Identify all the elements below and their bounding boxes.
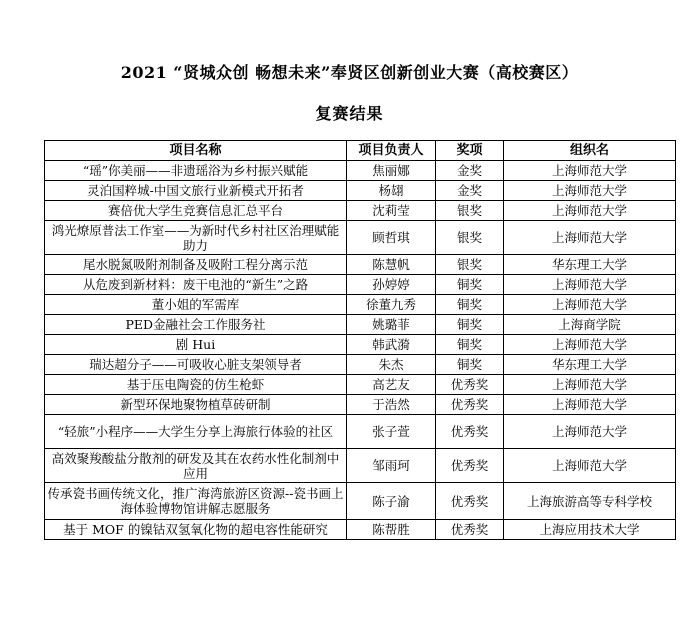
cell-project-leader: 韩武漪 (347, 335, 436, 355)
cell-project-leader: 焦丽娜 (347, 161, 436, 181)
cell-project-name: 高效聚羧酸盐分散剂的研发及其在农药水性化制剂中应用 (45, 449, 347, 483)
cell-award: 银奖 (436, 255, 504, 275)
cell-project-name: PED金融社会工作服务社 (45, 315, 347, 335)
cell-project-name: 赛倍优大学生竞赛信息汇总平台 (45, 201, 347, 221)
cell-project-name: “瑶”你美丽——非遗瑶浴为乡村振兴赋能 (45, 161, 347, 181)
cell-award: 铜奖 (436, 275, 504, 295)
cell-project-name: 鸿光燎原普法工作室——为新时代乡村社区治理赋能助力 (45, 221, 347, 255)
cell-award: 铜奖 (436, 335, 504, 355)
cell-project-name: 从危废到新材料：废干电池的“新生”之路 (45, 275, 347, 295)
cell-organization: 上海师范大学 (504, 181, 676, 201)
table-row (45, 335, 676, 355)
cell-organization: 上海师范大学 (504, 201, 676, 221)
cell-organization: 上海师范大学 (504, 161, 676, 181)
table-row (45, 375, 676, 395)
cell-project-leader: 于浩然 (347, 395, 436, 415)
cell-project-leader: 陈慧帆 (347, 255, 436, 275)
cell-project-name: 基于 MOF 的镍钴双氢氧化物的超电容性能研究 (45, 520, 347, 540)
cell-project-name: 剧 Hui (45, 335, 347, 355)
cell-award: 银奖 (436, 201, 504, 221)
cell-project-name: 新型环保地聚物植草砖研制 (45, 395, 347, 415)
cell-award: 优秀奖 (436, 483, 504, 520)
table-row (45, 295, 676, 315)
cell-organization: 上海师范大学 (504, 275, 676, 295)
table-row (45, 161, 676, 181)
cell-organization: 上海应用技术大学 (504, 520, 676, 540)
header-project-leader: 项目负责人 (347, 141, 436, 161)
cell-project-leader: 陈帮胜 (347, 520, 436, 540)
cell-project-leader: 邹雨珂 (347, 449, 436, 483)
header-organization: 组织名 (504, 141, 676, 161)
cell-award: 银奖 (436, 221, 504, 255)
results-table (44, 140, 676, 540)
table-row (45, 315, 676, 335)
cell-project-leader: 高艺友 (347, 375, 436, 395)
cell-project-name: 基于压电陶瓷的仿生枪虾 (45, 375, 347, 395)
table-row (45, 483, 676, 520)
cell-organization: 上海师范大学 (504, 449, 676, 483)
cell-project-leader: 顾哲琪 (347, 221, 436, 255)
cell-organization: 上海师范大学 (504, 395, 676, 415)
cell-organization: 上海师范大学 (504, 295, 676, 315)
table-row (45, 221, 676, 255)
cell-project-leader: 朱杰 (347, 355, 436, 375)
cell-project-leader: 杨翃 (347, 181, 436, 201)
cell-organization: 上海师范大学 (504, 221, 676, 255)
cell-award: 金奖 (436, 181, 504, 201)
table-row (45, 255, 676, 275)
table-row (45, 181, 676, 201)
table-row (45, 520, 676, 540)
cell-award: 优秀奖 (436, 375, 504, 395)
header-project-name: 项目名称 (45, 141, 347, 161)
table-row (45, 355, 676, 375)
cell-award: 优秀奖 (436, 449, 504, 483)
cell-organization: 上海旅游高等专科学校 (504, 483, 676, 520)
cell-award: 铜奖 (436, 315, 504, 335)
header-award: 奖项 (436, 141, 504, 161)
page-title: 2021 “贤城众创 畅想未来”奉贤区创新创业大赛（高校赛区） (120, 63, 579, 82)
cell-organization: 上海商学院 (504, 315, 676, 335)
cell-project-name: 灵泊国粹城-中国文旅行业新模式开拓者 (45, 181, 347, 201)
table-row (45, 415, 676, 449)
cell-award: 铜奖 (436, 295, 504, 315)
table-row (45, 449, 676, 483)
cell-award: 优秀奖 (436, 395, 504, 415)
cell-project-name: 董小姐的军需库 (45, 295, 347, 315)
cell-award: 优秀奖 (436, 520, 504, 540)
cell-award: 金奖 (436, 161, 504, 181)
cell-project-leader: 姚璐菲 (347, 315, 436, 335)
table-row (45, 275, 676, 295)
cell-organization: 华东理工大学 (504, 255, 676, 275)
cell-organization: 华东理工大学 (504, 355, 676, 375)
cell-organization: 上海师范大学 (504, 335, 676, 355)
table-row (45, 201, 676, 221)
cell-award: 铜奖 (436, 355, 504, 375)
cell-project-name: 尾水脱氮吸附剂制备及吸附工程分离示范 (45, 255, 347, 275)
cell-project-leader: 沈莉莹 (347, 201, 436, 221)
table-row (45, 395, 676, 415)
cell-project-leader: 张子萱 (347, 415, 436, 449)
header-row (45, 141, 676, 161)
cell-organization: 上海师范大学 (504, 415, 676, 449)
table-body (45, 161, 676, 540)
cell-award: 优秀奖 (436, 415, 504, 449)
cell-project-leader: 孙婷婷 (347, 275, 436, 295)
cell-project-name: 瑞达超分子——可吸收心脏支架领导者 (45, 355, 347, 375)
table-header (45, 141, 676, 161)
cell-project-leader: 陈子渝 (347, 483, 436, 520)
cell-project-name: “轻旅”小程序——大学生分享上海旅行体验的社区 (45, 415, 347, 449)
cell-project-name: 传承瓷书画传统文化，推广海湾旅游区资源--瓷书画上海体验博物馆讲解志愿服务 (45, 483, 347, 520)
cell-project-leader: 徐董九秀 (347, 295, 436, 315)
page-subtitle: 复赛结果 (315, 104, 384, 123)
cell-organization: 上海师范大学 (504, 375, 676, 395)
